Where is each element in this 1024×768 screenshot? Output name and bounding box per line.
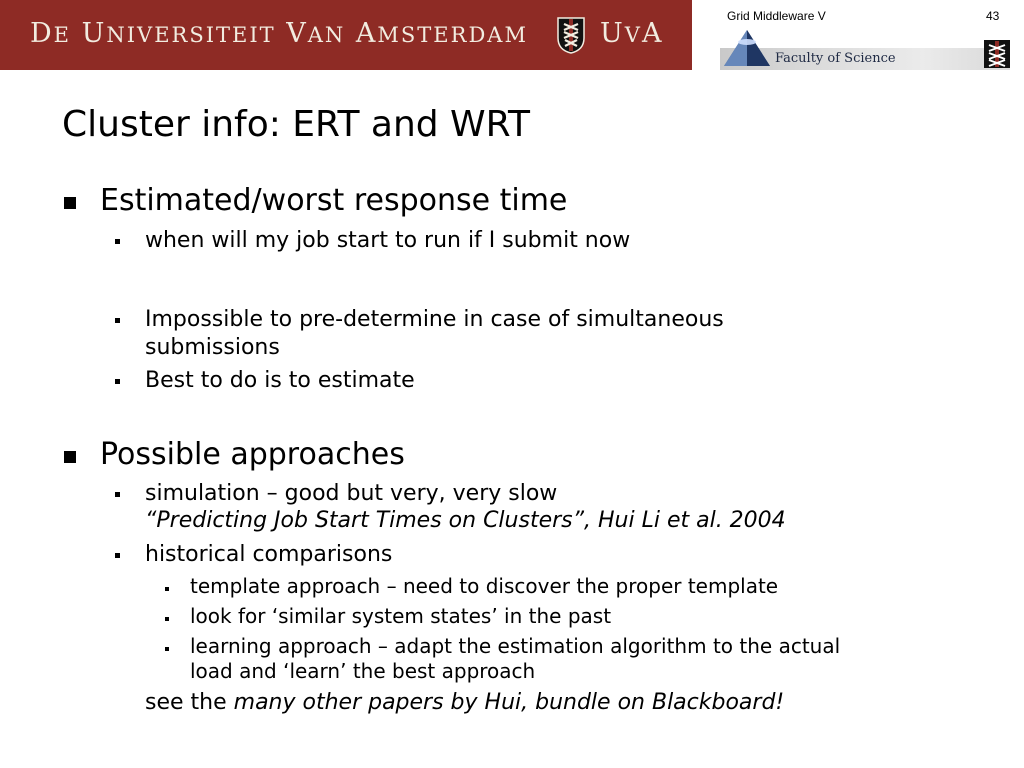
bullet-square-icon (115, 379, 120, 384)
list-item: Impossible to pre-determine in case of simultaneous (145, 307, 724, 332)
footer-note-plain: see the (145, 690, 227, 715)
university-banner (0, 0, 692, 70)
bullet-square-icon (165, 587, 169, 591)
list-item: Best to do is to estimate (145, 368, 415, 393)
citation-text: “Predicting Job Start Times on Clusters”, Hui Li et al. 2004 (145, 508, 786, 533)
list-item: simulation – good but very, very slow (145, 481, 558, 506)
pyramid-logo-icon (720, 26, 774, 70)
bullet-square-icon (115, 318, 120, 323)
course-title: Grid Middleware V (727, 9, 826, 23)
list-item: when will my job start to run if I submit now (145, 228, 631, 253)
list-item-continuation: submissions (145, 335, 280, 360)
page-number: 43 (986, 9, 1000, 23)
bullet-square-icon (115, 553, 120, 558)
bullet-square-icon (165, 617, 169, 621)
section-heading: Possible approaches (100, 437, 405, 472)
footer-note-italic: many other papers by Hui, bundle on Blackboard! (233, 690, 785, 715)
sub-list-item: learning approach – adapt the estimation algorithm to the actual (190, 634, 841, 658)
faculty-crest-icon (984, 40, 1010, 68)
uva-abbreviation: UVA (600, 18, 664, 49)
faculty-label: Faculty of Science (775, 51, 896, 66)
section-heading: Estimated/worst response time (100, 183, 568, 218)
sub-list-item: look for ‘similar system states’ in the past (190, 604, 612, 628)
list-item: historical comparisons (145, 542, 393, 567)
bullet-square-icon (165, 647, 169, 651)
bullet-square-icon (64, 451, 76, 463)
university-name: DE UNIVERSITEIT VAN AMSTERDAM (30, 18, 528, 49)
bullet-square-icon (115, 492, 120, 497)
sub-list-item-continuation: load and ‘learn’ the best approach (190, 659, 536, 683)
citation (145, 507, 786, 535)
bullet-square-icon (64, 197, 76, 209)
sub-list-item: template approach – need to discover the proper template (190, 574, 779, 598)
footer-note (145, 690, 784, 715)
amsterdam-crest-icon (556, 16, 586, 54)
bullet-square-icon (115, 239, 120, 244)
slide-title: Cluster info: ERT and WRT (62, 104, 531, 145)
